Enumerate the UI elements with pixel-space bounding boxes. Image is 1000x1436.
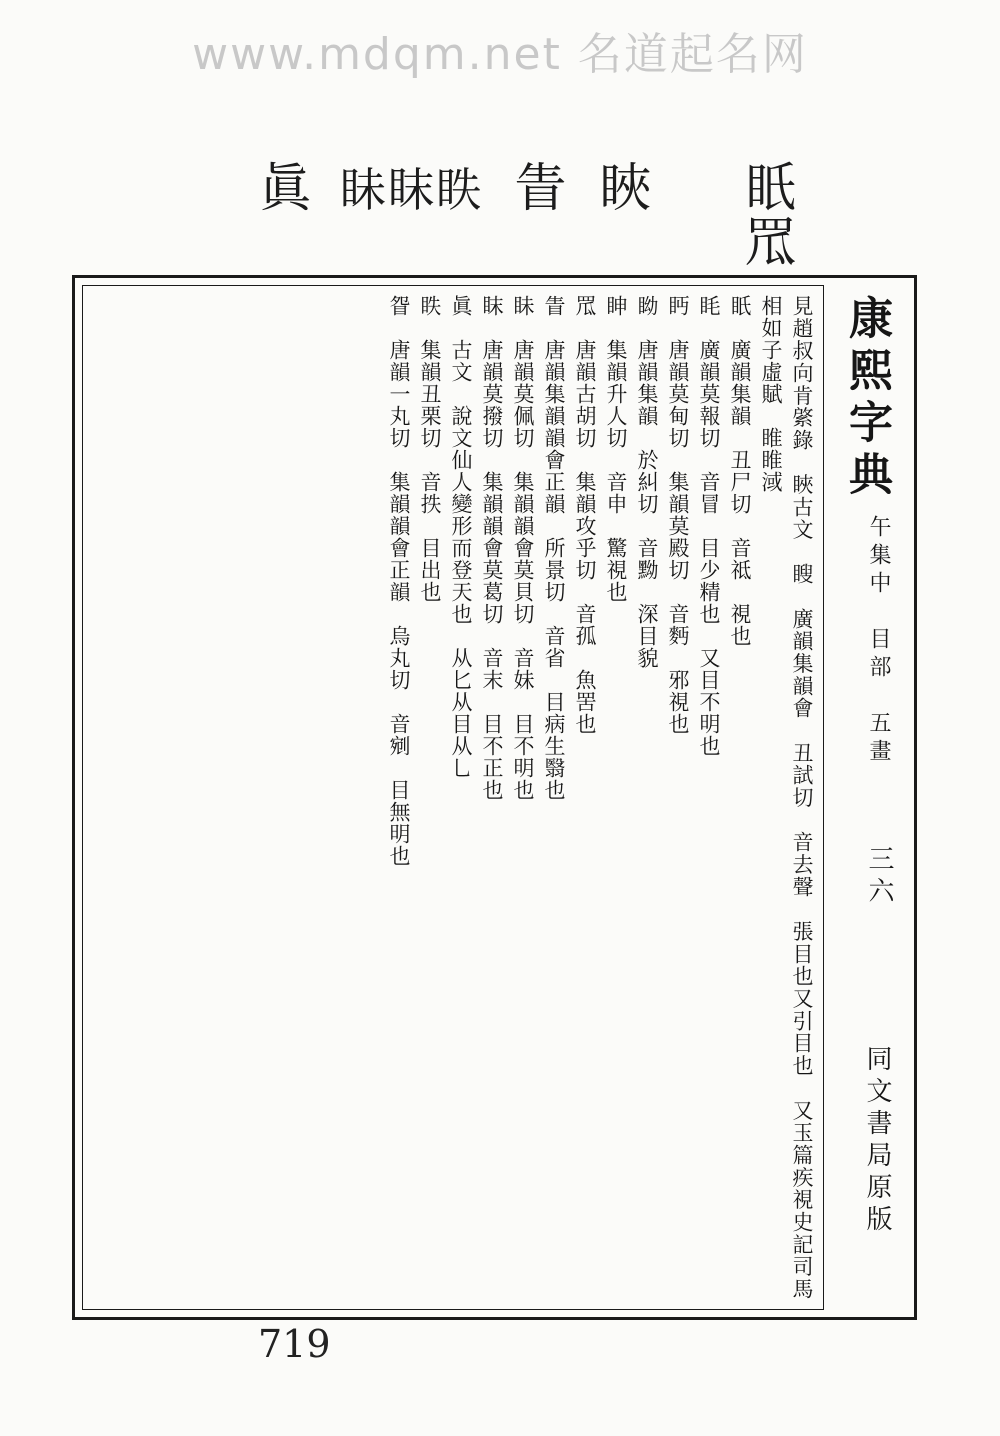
entry-column: 眜 唐韻莫撥切 集韻韻會莫葛切 音末 目不正也 <box>480 295 504 801</box>
header-folio: 三六 <box>864 845 894 909</box>
entry-column: 罛 唐韻古胡切 集韻攻乎切 音孤 魚罟也 <box>573 295 597 735</box>
seal-glyph: 罛 <box>735 215 795 269</box>
seal-glyph: 眚 <box>505 160 565 214</box>
watermark-banner: www.mdqm.net 名道起名网 <box>192 29 808 80</box>
running-header <box>826 285 914 1310</box>
entry-column: 見趙叔向肯綮錄 䀹古文 瞍 廣韻集韻會 丑試切 音去聲 張目也又引目也 又玉篇疾視史記司馬相如子虛賦 睢睢淢 <box>759 295 814 1300</box>
seal-glyph: 眞 <box>250 160 310 214</box>
entry-column: 眑 唐韻集韻 於糾切 音黝 深目貌 <box>635 295 659 669</box>
dictionary-body <box>92 295 817 1300</box>
seal-glyph: 眛眜眣 <box>340 163 484 217</box>
header-title: 康熙字典 <box>841 295 892 503</box>
page-number: 719 <box>258 1322 331 1366</box>
entry-column: 眢 唐韻一丸切 集韻韻會正韻 烏丸切 音剜 目無明也 <box>387 295 411 867</box>
header-publisher: 同文書局原版 <box>862 1045 892 1237</box>
seal-glyph: 䀹 <box>590 160 650 214</box>
entry-column: 眊 廣韻莫報切 音冒 目少精也 又目不明也 <box>697 295 721 757</box>
entry-column: 眛 唐韻莫佩切 集韻韻會莫貝切 音妹 目不明也 <box>511 295 535 801</box>
entry-column: 眞 古文 說文仙人變形而登天也 从匕从目从乚 <box>449 295 473 779</box>
entry-column: 眣 集韻丑栗切 音抶 目出也 <box>418 295 442 603</box>
entry-column: 眚 唐韻集韻韻會正韻 所景切 音省 目病生翳也 <box>542 295 566 801</box>
header-section: 午集中 目部 五畫 <box>866 515 891 767</box>
entry-column: 眄 唐韻莫甸切 集韻莫殿切 音麪 邪視也 <box>666 295 690 735</box>
entry-column: 眂 廣韻集韻 丑尸切 音祗 視也 <box>728 295 752 647</box>
seal-glyph: 眂 <box>735 160 795 214</box>
entry-column: 眒 集韻升人切 音申 驚視也 <box>604 295 628 603</box>
